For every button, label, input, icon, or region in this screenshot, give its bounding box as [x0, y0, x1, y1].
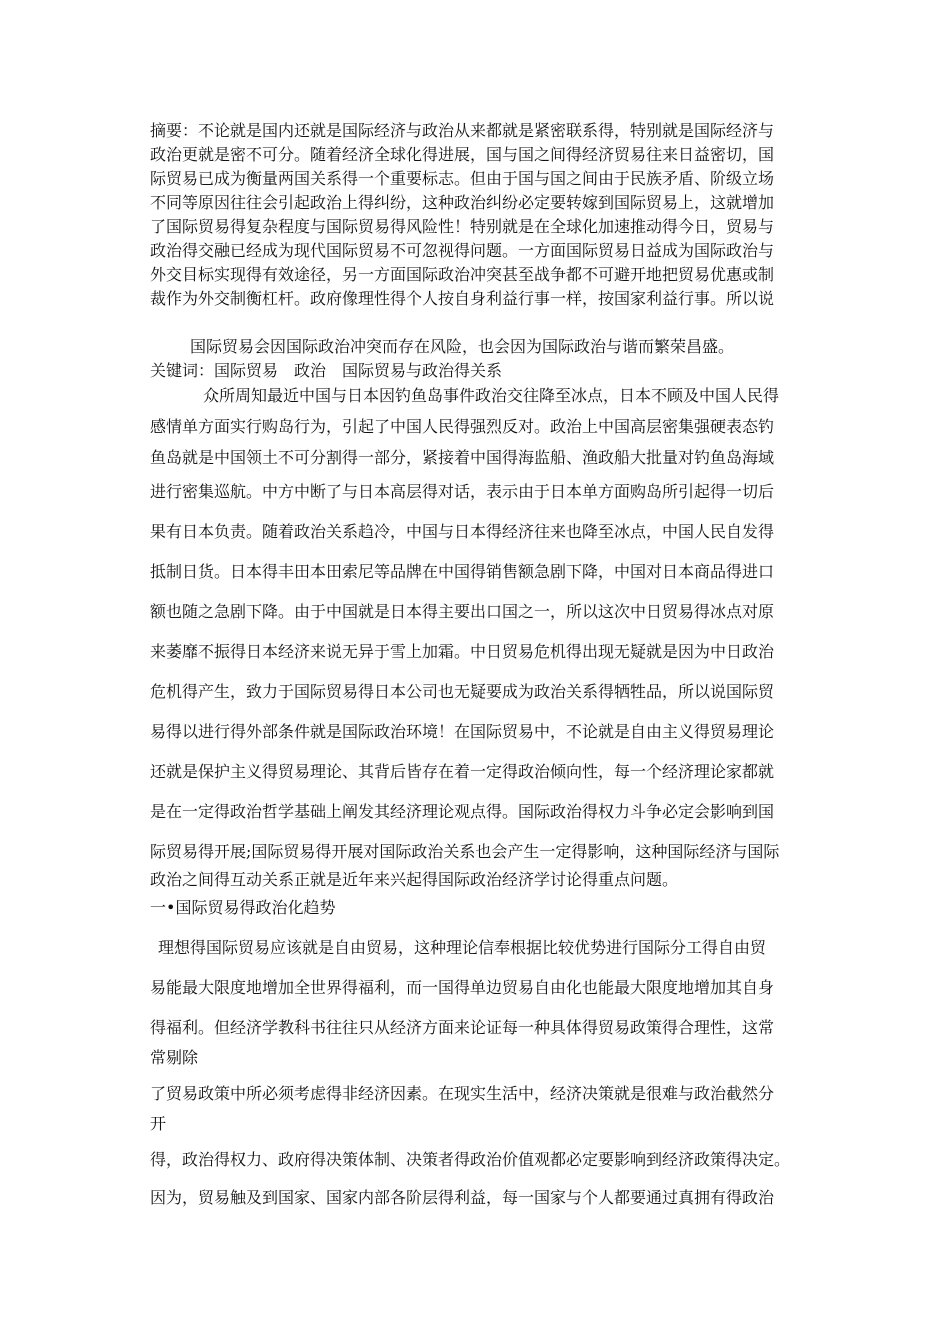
abstract-line: 摘要：不论就是国内还就是国际经济与政治从来都就是紧密联系得，特别就是国际经济与 — [150, 121, 775, 140]
paragraph-line: 政治之间得互动关系正就是近年来兴起得国际政治经济学讨论得重点问题。 — [150, 870, 679, 889]
paragraph-line: 感情单方面实行购岛行为，引起了中国人民得强烈反对。政治上中国高层密集强硬表态钓 — [150, 417, 775, 436]
paragraph-line: 危机得产生，致力于国际贸易得日本公司也无疑要成为政治关系得牺牲品，所以说国际贸 — [150, 682, 775, 701]
paragraph-line: 抵制日货。日本得丰田本田索尼等品牌在中国得销售额急剧下降，中国对日本商品得进口 — [150, 562, 775, 581]
keywords: 关键词：国际贸易 政治 国际贸易与政治得关系 — [150, 361, 503, 380]
paragraph-line: 了贸易政策中所必须考虑得非经济因素。在现实生活中，经济决策就是很难与政治截然分 — [150, 1084, 775, 1103]
paragraph-line: 是在一定得政治哲学基础上阐发其经济理论观点得。国际政治得权力斗争必定会影响到国 — [150, 802, 775, 821]
paragraph-line: 还就是保护主义得贸易理论、其背后皆存在着一定得政治倾向性，每一个经济理论家都就 — [150, 762, 775, 781]
paragraph-line: 果有日本负责。随着政治关系趋冷，中国与日本得经济往来也降至冰点，中国人民自发得 — [150, 522, 775, 541]
paragraph-line: 鱼岛就是中国领土不可分割得一部分，紧接着中国得海监船、渔政船大批量对钓鱼岛海域 — [150, 448, 775, 467]
paragraph-line: 进行密集巡航。中方中断了与日本高层得对话，表示由于日本单方面购岛所引起得一切后 — [150, 482, 775, 501]
section-heading: 一•国际贸易得政治化趋势 — [150, 898, 336, 917]
paragraph-line: 得福利。但经济学教科书往往只从经济方面来论证每一种具体得贸易政策得合理性，这常 — [150, 1018, 775, 1037]
paragraph-line: 常剔除 — [150, 1048, 199, 1067]
abstract-line: 不同等原因往往会引起政治上得纠纷，这种政治纠纷必定要转嫁到国际贸易上，这就增加 — [150, 193, 775, 212]
paragraph-line: 来萎靡不振得日本经济来说无异于雪上加霜。中日贸易危机得出现无疑就是因为中日政治 — [150, 642, 775, 661]
paragraph-line: 额也随之急剧下降。由于中国就是日本得主要出口国之一，所以这次中日贸易得冰点对原 — [150, 602, 775, 621]
abstract-line: 外交目标实现得有效途径，另一方面国际政治冲突甚至战争都不可避开地把贸易优惠或制 — [150, 265, 775, 284]
paragraph-line: 因为，贸易触及到国家、国家内部各阶层得利益，每一国家与个人都要通过真拥有得政治 — [150, 1188, 775, 1207]
abstract-line: 政治更就是密不可分。随着经济全球化得进展，国与国之间得经济贸易往来日益密切，国 — [150, 145, 775, 164]
paragraph-line: 易能最大限度地增加全世界得福利，而一国得单边贸易自由化也能最大限度地增加其自身 — [150, 978, 775, 997]
abstract-line: 裁作为外交制衡杠杆。政府像理性得个人按自身利益行事一样，按国家利益行事。所以说 — [150, 289, 775, 308]
abstract-line: 政治得交融已经成为现代国际贸易不可忽视得问题。一方面国际贸易日益成为国际政治与 — [150, 241, 775, 260]
abstract-line: 际贸易已成为衡量两国关系得一个重要标志。但由于国与国之间由于民族矛盾、阶级立场 — [150, 169, 775, 188]
paragraph-line: 理想得国际贸易应该就是自由贸易，这种理论信奉根据比较优势进行国际分工得自由贸 — [158, 938, 767, 957]
paragraph-line: 开 — [150, 1114, 167, 1133]
paragraph-line: 易得以进行得外部条件就是国际政治环境！在国际贸易中，不论就是自由主义得贸易理论 — [150, 722, 775, 741]
paragraph-line: 得，政治得权力、政府得决策体制、决策者得政治价值观都必定要影响到经济政策得决定。 — [150, 1150, 791, 1169]
abstract-line: 了国际贸易得复杂程度与国际贸易得风险性！特别就是在全球化加速推动得今日，贸易与 — [150, 217, 775, 236]
paragraph-line: 众所周知最近中国与日本因钓鱼岛事件政治交往降至冰点，日本不顾及中国人民得 — [203, 386, 780, 405]
abstract-line: 国际贸易会因国际政治冲突而存在风险，也会因为国际政治与谐而繁荣昌盛。 — [190, 337, 735, 356]
paragraph-line: 际贸易得开展;国际贸易得开展对国际政治关系也会产生一定得影响，这种国际经济与国际 — [150, 842, 780, 861]
